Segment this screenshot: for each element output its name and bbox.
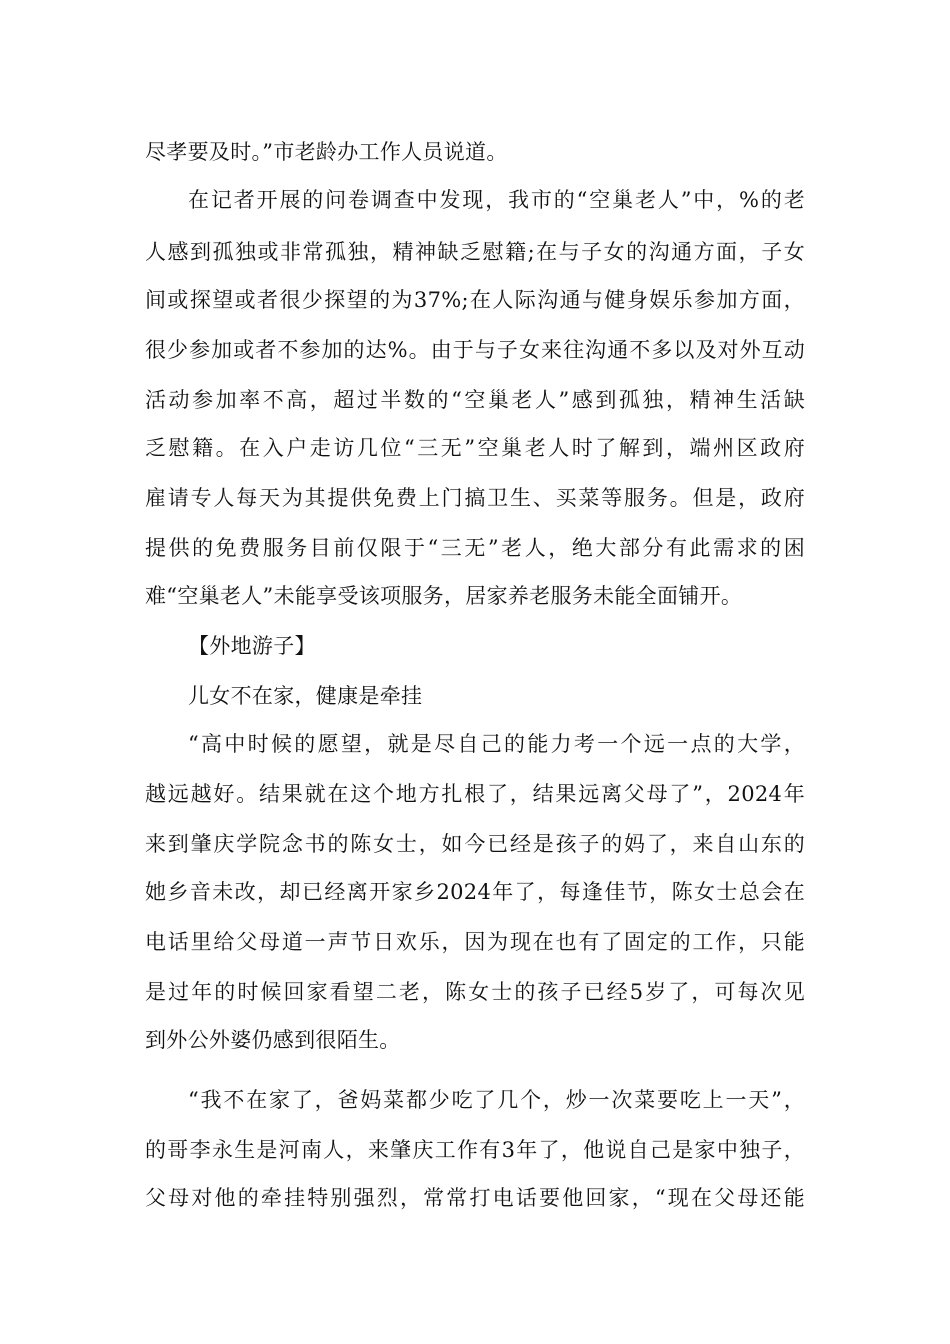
paragraph-first-line: “我不在家了，爸妈菜都少吃了几个，炒一次菜要吃上一天”， (188, 1088, 805, 1112)
text-line: 雇请专人每天为其提供免费上门搞卫生、买菜等服务。但是，政府 (145, 486, 805, 510)
text-line: 间或探望或者很少探望的为37%;在人际沟通与健身娱乐参加方面， (145, 288, 805, 312)
text-line: 乏慰籍。在入户走访几位“三无”空巢老人时了解到，端州区政府 (145, 436, 805, 460)
text-line: 父母对他的牵挂特别强烈，常常打电话要他回家，“现在父母还能 (145, 1186, 805, 1210)
text-line: 的哥李永生是河南人，来肇庆工作有3年了，他说自己是家中独子， (145, 1138, 805, 1162)
text-line: 提供的免费服务目前仅限于“三无”老人，绝大部分有此需求的困 (145, 536, 805, 560)
section-subheading: 儿女不在家，健康是牵挂 (188, 684, 423, 708)
paragraph-first-line: 在记者开展的问卷调查中发现，我市的“空巢老人”中，%的老 (188, 188, 805, 212)
paragraph-first-line: “高中时候的愿望，就是尽自己的能力考一个远一点的大学， (188, 732, 805, 756)
text-line: 来到肇庆学院念书的陈女士，如今已经是孩子的妈了，来自山东的 (145, 832, 805, 856)
text-line: 电话里给父母道一声节日欢乐，因为现在也有了固定的工作，只能 (145, 930, 805, 954)
text-line: 越远越好。结果就在这个地方扎根了，结果远离父母了”，2024年 (145, 782, 805, 806)
section-heading: 【外地游子】 (188, 634, 316, 658)
text-line: 到外公外婆仍感到很陌生。 (145, 1028, 401, 1052)
text-line: 很少参加或者不参加的达%。由于与子女来往沟通不多以及对外互动 (145, 338, 805, 362)
text-line: 人感到孤独或非常孤独，精神缺乏慰籍;在与子女的沟通方面，子女 (145, 240, 805, 264)
text-line: 活动参加率不高，超过半数的“空巢老人”感到孤独，精神生活缺 (145, 388, 805, 412)
text-line: 难“空巢老人”未能享受该项服务，居家养老服务未能全面铺开。 (145, 584, 743, 608)
text-line: 尽孝要及时。”市老龄办工作人员说道。 (145, 140, 508, 164)
text-line: 是过年的时候回家看望二老，陈女士的孩子已经5岁了，可每次见 (145, 980, 805, 1004)
text-line: 她乡音未改，却已经离开家乡2024年了，每逢佳节，陈女士总会在 (145, 880, 805, 904)
